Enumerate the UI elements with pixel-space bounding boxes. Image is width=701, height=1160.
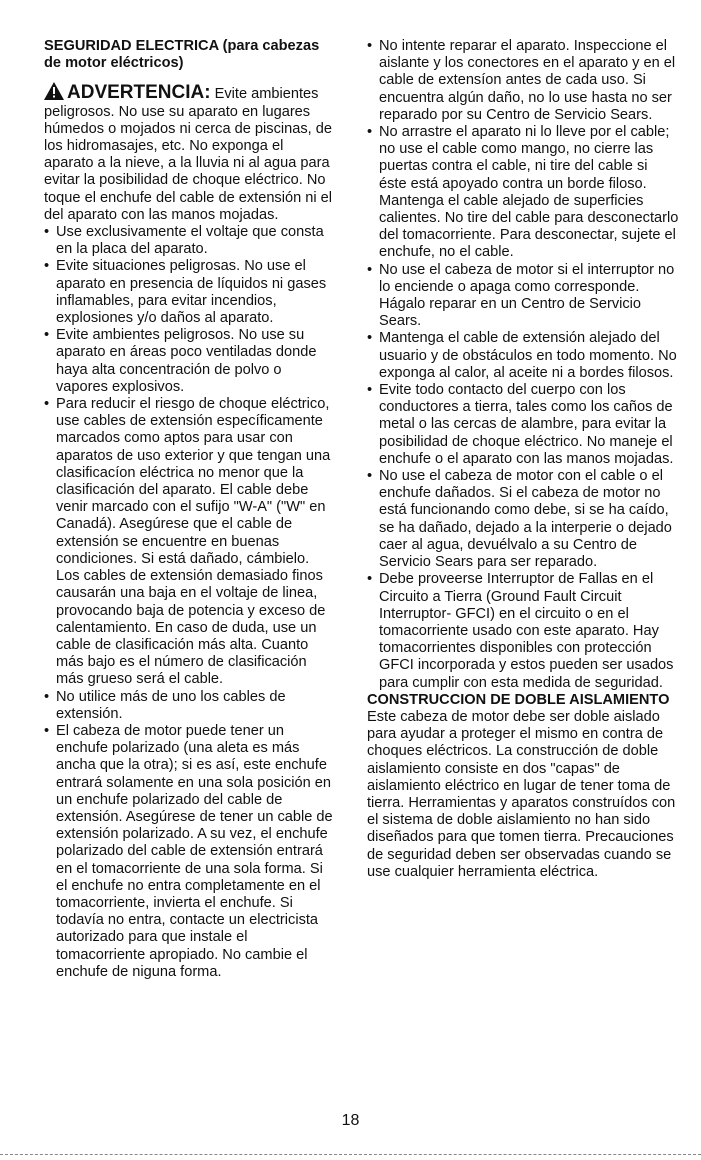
list-item: • Evite situaciones peligrosas. No use el aparato en presencia de líquidos ni gases inflamables, para evitar incendios, explosiones y/o daños al aparato.	[44, 258, 336, 327]
list-item: • Evite todo contacto del cuerpo con los conductores a tierra, tales como los caños de metal o las cercas de alambre, para evitar la posibilidad de choque eléctrico. No maneje el enchufe o el aparato con las manos mojadas.	[367, 382, 679, 468]
list-item: • No arrastre el aparato ni lo lleve por el cable; no use el cable como mango, no cierre las puertas contra el cable, ni tire del cable si éste está apoyado contra un borde filoso. Mantenga el cable alejado de superficies calientes. No tire del cable para desconectarlo del tomacorriente. Para desconectar, sujete el enchufe, no el cable.	[367, 124, 679, 262]
warning-title: ADVERTENCIA:	[67, 82, 211, 104]
list-item: • Evite ambientes peligrosos. No use su aparato en áreas poco ventiladas donde haya alta concentración de polvo o vapores explosivos.	[44, 327, 336, 396]
list-item: • Mantenga el cable de extensión alejado del usuario y de obstáculos en todo momento. No exponga al calor, al aceite ni a bordes filosos.	[367, 330, 679, 382]
double-insulation-paragraph: Este cabeza de motor debe ser doble aislado para ayudar a proteger el mismo en contra de choques eléctricos. La construcción de doble aislamiento consiste en dos "capas" de aislamiento eléctrico en lugar de tener toma de tierra. Herramientas y aparatos construídos con el sistema de doble aislamiento no han sido diseñados para que tomen tierra. Precauciones de seguridad deben ser observadas cuando se use cualquier herramienta eléctrica.	[367, 708, 676, 880]
list-item: • Debe proveerse Interruptor de Fallas en el Circuito a Tierra (Ground Fault Circuit Interruptor- GFCI) en el circuito o en el tomacorriente usado con este aparato. Hay tomacorrientes disponibles con protección GFCI incorporada y estos pueden ser usados para cumplir con esta medida de seguridad.	[367, 571, 679, 691]
right-bullet-list	[367, 38, 679, 692]
list-item: • No utilice más de uno los cables de extensión.	[44, 689, 336, 723]
electrical-safety-heading: SEGURIDAD ELECTRICA (para cabezas de motor eléctricos)	[44, 38, 320, 72]
list-item: • Para reducir el riesgo de choque eléctrico, use cables de extensión específicamente marcados como aptos para usar con aparatos de uso exterior y que tengan una clasificacíon eléctrica no menor que la clasificación del aparato. El cable debe venir marcado con el sufijo "W-A" ("W" en Canadá). Asegúrese que el cable de extensión se encuentre en buenas condiciones. Si está dañado, cámbielo. Los cables de extensión demasiado finos causarán una baja en el voltaje de linea, provocando baja de potencia y exceso de calentamiento. En caso de duda, use un cable de clasificación más alta. Cuanto más bajo es el número de clasificación más grueso será el cable.	[44, 396, 336, 688]
right-column	[367, 38, 679, 881]
list-item: • No use el cabeza de motor con el cable o el enchufe dañados. Si el cabeza de motor no está funcionando como debe, si se ha caído, se ha dañado, dejado a la interperie o dejado caer al agua, devuélvalo a su Centro de Servicio Sears para ser reparado.	[367, 468, 679, 571]
warning-text: Evite ambientes peligrosos. No use su aparato en lugares húmedos o mojados ni cerca de piscinas, de los hidromasajes, etc. No exponga el aparato a la nieve, a la lluvia ni al agua para evitar la posibilidad de choque eléctrico. No toque el enchufe del cable de extensión ni el del aparato con las manos mojadas.	[44, 86, 333, 223]
left-bullet-list	[44, 224, 336, 981]
list-item: • No use el cabeza de motor si el interruptor no lo enciende o apaga como corresponde. Hágalo reparar en un Centro de Servicio Sears.	[367, 262, 679, 331]
double-insulation-heading: CONSTRUCCION DE DOBLE AISLAMIENTO	[367, 691, 670, 708]
list-item: • No intente reparar el aparato. Inspeccione el aislante y los conectores en el aparato y en el cable de extensíon antes de cada uso. Si encuentra algún daño, no lo use hasta no ser reparado por su Centro de Servicio Sears.	[367, 38, 679, 124]
list-item: • El cabeza de motor puede tener un enchufe polarizado (una aleta es más ancha que la otra); si es así, este enchufe entrará solamente en una sola posición en un enchufe polarizado del cable de extensión. Asegúrese de tener un cable de extensión polarizado. A su vez, el enchufe polarizado del cable de extensión entrará en el tomacorriente de una sola forma. Si el enchufe no entra completamente en el tomacorriente, invierta el enchufe. Si todavía no entra, contacte un electricista autorizado para que instale el tomacorriente apropiado. No cambie el enchufe de niguna forma.	[44, 723, 336, 981]
bottom-divider	[0, 1154, 701, 1155]
warning-triangle-icon	[44, 82, 64, 100]
left-column	[44, 38, 336, 981]
warning-paragraph	[44, 82, 336, 224]
page-number: 18	[341, 1112, 360, 1129]
list-item: • Use exclusivamente el voltaje que consta en la placa del aparato.	[44, 224, 336, 258]
